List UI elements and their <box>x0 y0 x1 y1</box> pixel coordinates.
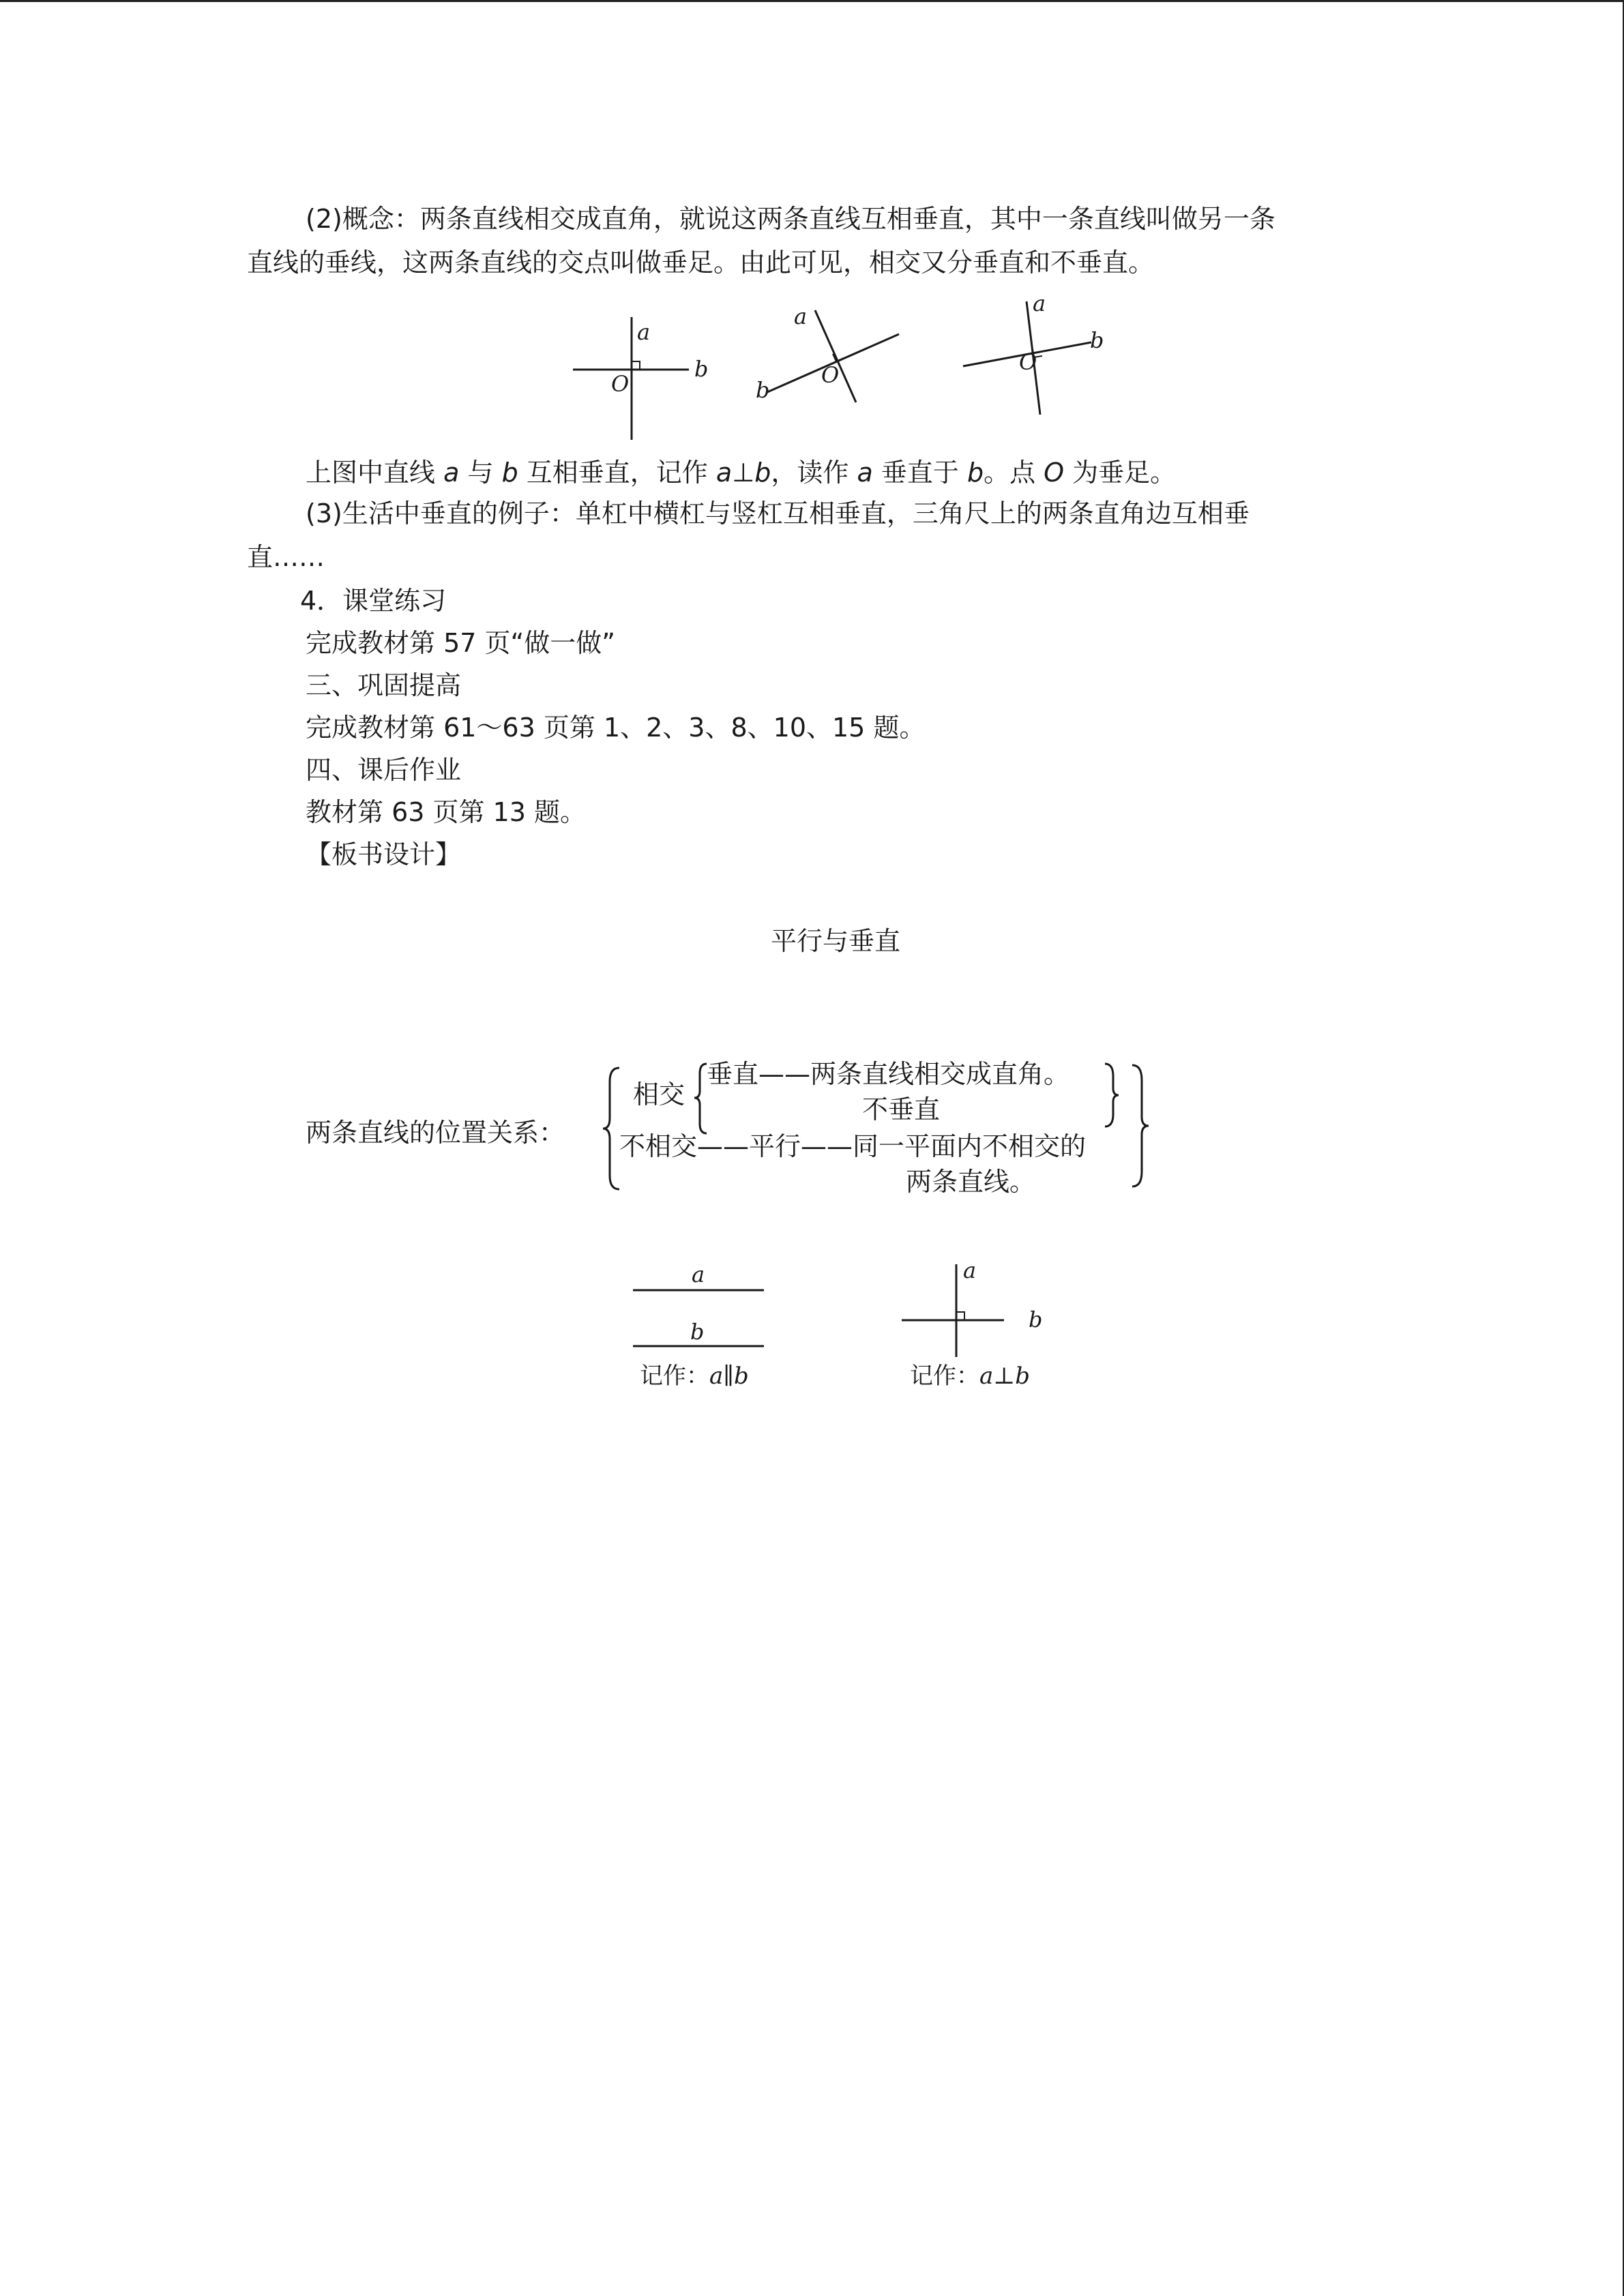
not-intersect-line-1: 不相交——平行——同一平面内不相交的 <box>619 1131 1087 1161</box>
label-a: a <box>963 1257 977 1283</box>
perpendicular-figure-2 <box>750 303 914 413</box>
label-b: b <box>694 356 709 382</box>
not-perpendicular-branch: 不垂直 <box>862 1094 941 1124</box>
label-b: b <box>690 1319 705 1345</box>
notation-line: 上图中直线 a 与 b 互相垂直，记作 a⊥b，读作 a 垂直于 b。点 O 为垂足。 <box>306 458 1177 488</box>
label-o: O <box>1019 349 1037 375</box>
label-o: O <box>611 371 630 397</box>
homework-text: 教材第 63 页第 13 题。 <box>306 797 587 827</box>
label-a: a <box>692 1262 705 1287</box>
perpendicular-caption: 记作：a⊥b <box>910 1362 1031 1390</box>
label-b: b <box>1029 1307 1043 1332</box>
intersect-label: 相交 <box>633 1079 685 1109</box>
page-top-border <box>0 0 1624 2</box>
outer-right-brace <box>1125 1061 1153 1191</box>
concept-line-2: 直线的垂线，这两条直线的交点叫做垂足。由此可见，相交又分垂直和不垂直。 <box>247 248 1155 278</box>
example-line-2: 直…… <box>247 542 325 572</box>
parallel-caption: 记作：a∥b <box>640 1362 749 1390</box>
practice-heading: 4．课堂练习 <box>300 586 447 616</box>
label-a: a <box>637 319 651 345</box>
board-title: 平行与垂直 <box>771 926 901 956</box>
label-a: a <box>794 303 808 329</box>
inner-right-brace <box>1101 1061 1121 1129</box>
homework-heading: 四、课后作业 <box>306 755 462 785</box>
perpendicular-figure-3 <box>955 290 1119 416</box>
concept-line-1: (2)概念：两条直线相交成直角，就说这两条直线互相垂直，其中一条直线叫做另一条 <box>306 204 1275 234</box>
outer-left-brace <box>600 1064 628 1193</box>
not-intersect-line-2: 两条直线。 <box>906 1167 1036 1197</box>
label-b: b <box>756 377 770 403</box>
parallel-lines-figure <box>628 1255 778 1350</box>
consolidate-text: 完成教材第 61～63 页第 1、2、3、8、10、15 题。 <box>306 713 926 743</box>
perpendicular-figure-1 <box>566 314 723 443</box>
practice-text: 完成教材第 57 页“做一做” <box>306 628 615 658</box>
board-heading: 【板书设计】 <box>306 839 462 869</box>
perpendicular-notation-figure <box>894 1255 1057 1364</box>
board-root-label: 两条直线的位置关系： <box>306 1118 565 1148</box>
consolidate-heading: 三、巩固提高 <box>306 670 462 700</box>
perpendicular-branch: 垂直——两条直线相交成直角。 <box>707 1059 1070 1089</box>
label-o: O <box>821 362 840 388</box>
label-b: b <box>1090 327 1104 353</box>
example-line-1: (3)生活中垂直的例子：单杠中横杠与竖杠互相垂直，三角尺上的两条直角边互相垂 <box>306 498 1250 528</box>
label-a: a <box>1033 290 1046 316</box>
